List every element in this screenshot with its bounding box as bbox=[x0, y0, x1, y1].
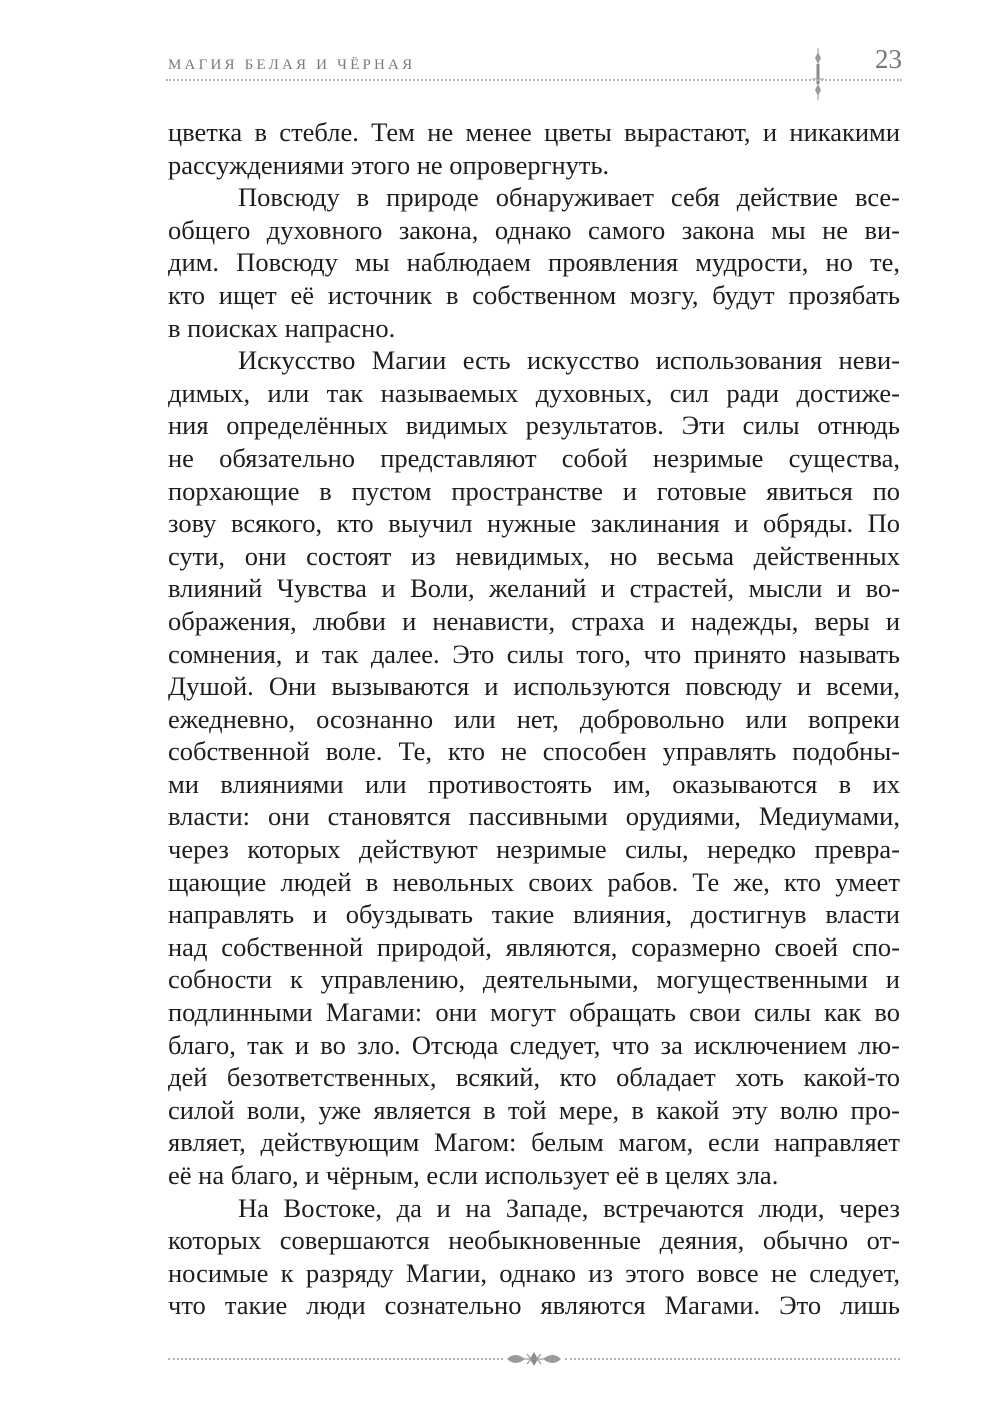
text-line: дей безответственных, всякий, кто обладает хоть какой-то bbox=[168, 1062, 900, 1093]
text-line: не обязательно представляют собой незримые существа, bbox=[168, 442, 900, 473]
text-line: в поисках напрасно. bbox=[168, 312, 396, 343]
text-line: которых совершаются необыкновенные деяния, обычно от- bbox=[168, 1225, 900, 1256]
page-number: 23 bbox=[875, 44, 902, 74]
text-line: На Востоке, да и на Западе, встречаются люди, через bbox=[238, 1192, 900, 1223]
header-divider bbox=[166, 79, 902, 81]
text-line: щающие людей в невольных своих рабов. Те же, кто умеет bbox=[168, 866, 900, 897]
text-line: дим. Повсюду мы наблюдаем проявления мудрости, но те, bbox=[168, 247, 900, 278]
text-line: димых, или так называемых духовных, сил ради достиже- bbox=[168, 377, 900, 408]
header-ornament-icon bbox=[810, 48, 826, 100]
text-line: цветка в стебле. Тем не менее цветы вырастают, и никакими bbox=[168, 117, 900, 147]
text-line: ежедневно, осознанно или нет, добровольно или вопреки bbox=[168, 703, 900, 734]
text-line: Душой. Они вызываются и используются повсюду и всеми, bbox=[168, 671, 900, 702]
running-title: МАГИЯ БЕЛАЯ И ЧЁРНАЯ bbox=[168, 57, 416, 73]
footer-ornament-icon bbox=[505, 1349, 563, 1369]
text-line: Искусство Магии есть искусство использования неви- bbox=[238, 345, 900, 376]
text-line: власти: они становятся пассивными орудиями, Медиумами, bbox=[168, 801, 900, 832]
text-line: силой воли, уже является в той мере, в какой эту волю про- bbox=[168, 1094, 900, 1125]
text-line: общего духовного закона, однако самого закона мы не ви- bbox=[168, 214, 900, 245]
text-line: её на благо, и чёрным, если использует её в целях зла. bbox=[168, 1160, 779, 1190]
text-line: что такие люди сознательно являются Магами. Это лишь bbox=[168, 1290, 900, 1321]
text-line: сути, они состоят из невидимых, но весьма действенных bbox=[168, 540, 900, 571]
text-line: ми влияниями или противостоять им, оказываются в их bbox=[168, 768, 900, 799]
text-line: направлять и обуздывать такие влияния, достигнув власти bbox=[168, 899, 900, 930]
text-line: ображения, любви и ненависти, страха и надежды, веры и bbox=[168, 605, 900, 636]
text-line: являет, действующим Магом: белым магом, если направляет bbox=[168, 1127, 900, 1158]
text-line: зову всякого, кто выучил нужные заклинания и обряды. По bbox=[168, 508, 900, 539]
text-line: над собственной природой, являются, соразмерно своей спо- bbox=[168, 931, 900, 962]
text-line: благо, так и во зло. Отсюда следует, что за исключением лю- bbox=[168, 1029, 900, 1060]
text-line: кто ищет её источник в собственном мозгу, будут прозябать bbox=[168, 279, 900, 310]
text-line: собственной воле. Те, кто не способен управлять подобны- bbox=[168, 736, 900, 767]
text-line: носимые к разряду Магии, однако из этого вовсе не следует, bbox=[168, 1257, 900, 1288]
text-line: рассуждениями этого не опровергнуть. bbox=[168, 149, 610, 180]
text-line: подлинными Магами: они могут обращать свои силы как во bbox=[168, 997, 900, 1028]
text-line: Повсюду в природе обнаруживает себя действие все- bbox=[238, 182, 900, 213]
text-line: собности к управлению, деятельными, могущественными и bbox=[168, 964, 900, 995]
footer-divider-right bbox=[565, 1358, 900, 1360]
text-line: через которых действуют незримые силы, нередко превра- bbox=[168, 834, 900, 865]
text-line: ния определённых видимых результатов. Эти силы отнюдь bbox=[168, 410, 900, 441]
text-line: влияний Чувства и Воли, желаний и страстей, мысли и во- bbox=[168, 573, 900, 604]
body-text bbox=[168, 116, 900, 1322]
text-line: сомнения, и так далее. Это силы того, что принято называть bbox=[168, 638, 900, 669]
text-line: порхающие в пустом пространстве и готовые явиться по bbox=[168, 475, 900, 506]
footer-divider-left bbox=[168, 1358, 503, 1360]
